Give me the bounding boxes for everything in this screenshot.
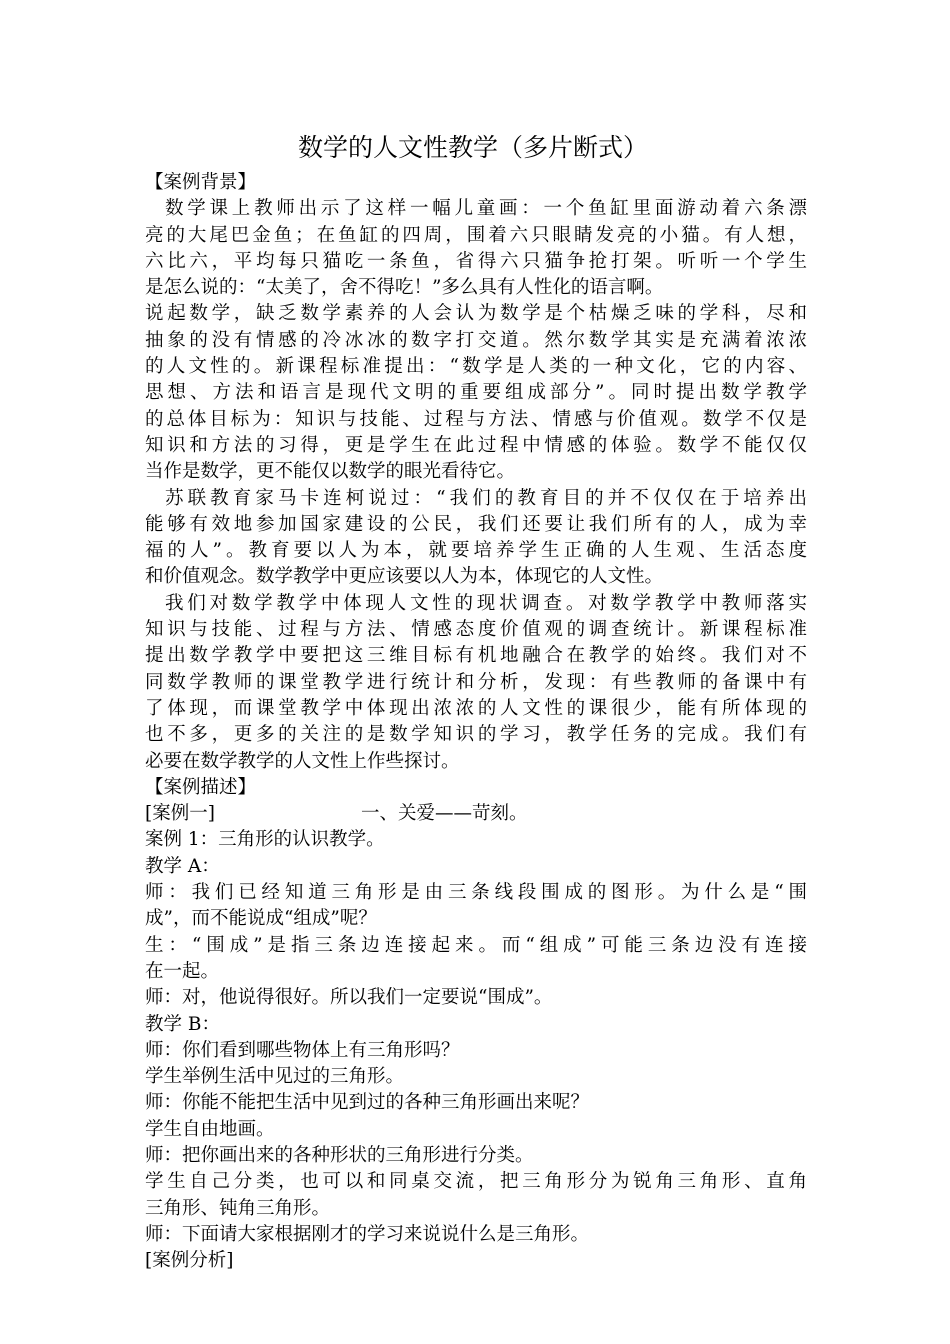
text-line: 和价值观念。数学教学中更应该要以人为本，体现它的人文性。 bbox=[145, 566, 664, 588]
dialogue-line: 生：“围成”是指三条边连接起来。而“组成”可能三条边没有连接 bbox=[145, 934, 807, 956]
text-line: 我们对数学教学中体现人文性的现状调查。对数学教学中教师落实 bbox=[165, 592, 807, 614]
text-line: 了体现，而课堂教学中体现出浓浓的人文性的课很少，能有所体现的 bbox=[145, 697, 807, 719]
dialogue-line: 师：下面请大家根据刚才的学习来说说什么是三角形。 bbox=[145, 1223, 590, 1245]
paragraph-background-2 bbox=[145, 486, 807, 591]
text-line: 数学课上教师出示了这样一幅儿童画：一个鱼缸里面游动着六条漂 bbox=[165, 198, 807, 220]
text-line: 亮的大尾巴金鱼；在鱼缸的四周，围着六只眼睛发亮的小猫。有人想， bbox=[145, 224, 807, 246]
text-line: 思想、方法和语言是现代文明的重要组成部分”。同时提出数学教学 bbox=[145, 382, 807, 404]
text-line: 的总体目标为：知识与技能、过程与方法、情感与价值观。数学不仅是 bbox=[145, 408, 807, 430]
text-line: 六比六，平均每只猫吃一条鱼，省得六只猫争抢打架。听听一个学生 bbox=[145, 250, 807, 272]
dialogue-line: 学生自己分类，也可以和同桌交流，把三角形分为锐角三角形、直角 bbox=[145, 1171, 807, 1193]
text-line: 同数学教师的课堂教学进行统计和分析，发现：有些教师的备课中有 bbox=[145, 671, 807, 693]
case-1-line: 案例 1：三角形的认识教学。 bbox=[145, 829, 385, 851]
dialogue-line: 在一起。 bbox=[145, 960, 220, 982]
dialogue-line: 学生自由地画。 bbox=[145, 1118, 275, 1140]
dialogue-line: 师：我们已经知道三角形是由三条线段围成的图形。为什么是“围 bbox=[145, 882, 807, 904]
text-line: 福的人”。教育要以人为本，就要培养学生正确的人生观、生活态度 bbox=[145, 540, 807, 562]
dialogue-line: 师：你能不能把生活中见到过的各种三角形画出来呢？ bbox=[145, 1092, 590, 1114]
document-title: 数学的人文性教学（多片断式） bbox=[297, 133, 648, 162]
section-heading-description: 【案例描述】 bbox=[145, 776, 257, 798]
teaching-a-label: 教学 A： bbox=[145, 855, 220, 877]
text-line: 抽象的没有情感的冷冰冰的数字打交道。然尔数学其实是充满着浓浓 bbox=[145, 329, 807, 351]
section-heading-background: 【案例背景】 bbox=[145, 172, 257, 193]
text-line: 必要在数学教学的人文性上作些探讨。 bbox=[145, 750, 460, 772]
document-page bbox=[145, 128, 807, 1274]
text-line: 苏联教育家马卡连柯说过：“我们的教育目的并不仅仅在于培养出 bbox=[165, 487, 807, 509]
text-line: 也不多，更多的关注的是数学知识的学习，教学任务的完成。我们有 bbox=[145, 724, 807, 746]
dialogue-line: 师：对，他说得很好。所以我们一定要说“围成”。 bbox=[145, 987, 553, 1009]
paragraph-background-1 bbox=[145, 196, 807, 485]
case-one-title: 一、关爱——苛刻。 bbox=[361, 803, 528, 825]
paragraph-background-3 bbox=[145, 591, 807, 775]
text-line: 提出数学教学中要把这三维目标有机地融合在教学的始终。我们对不 bbox=[145, 645, 807, 667]
text-line: 能够有效地参加国家建设的公民，我们还要让我们所有的人，成为幸 bbox=[145, 513, 807, 535]
section-heading-analysis: [案例分析] bbox=[145, 1250, 234, 1272]
dialogue-line: 学生举例生活中见过的三角形。 bbox=[145, 1066, 405, 1088]
dialogue-line: 师：你们看到哪些物体上有三角形吗？ bbox=[145, 1039, 460, 1061]
dialogue-line: 师：把你画出来的各种形状的三角形进行分类。 bbox=[145, 1144, 534, 1166]
text-line: 说起数学，缺乏数学素养的人会认为数学是个枯燥乏味的学科，尽和 bbox=[145, 303, 807, 325]
text-line: 是怎么说的：“太美了，舍不得吃！”多么具有人性化的语言啊。 bbox=[145, 277, 664, 299]
text-line: 知识和方法的习得，更是学生在此过程中情感的体验。数学不能仅仅 bbox=[145, 434, 807, 456]
text-line: 的人文性的。新课程标准提出：“数学是人类的一种文化，它的内容、 bbox=[145, 356, 807, 378]
dialogue-line: 三角形、钝角三角形。 bbox=[145, 1197, 331, 1219]
case-one-heading bbox=[145, 801, 807, 827]
case-one-label: [案例一] bbox=[145, 803, 215, 825]
dialogue-line: 成”，而不能说成“组成”呢？ bbox=[145, 908, 377, 930]
text-line: 知识与技能、过程与方法、情感态度价值观的调查统计。新课程标准 bbox=[145, 619, 807, 641]
text-line: 当作是数学，更不能仅以数学的眼光看待它。 bbox=[145, 461, 516, 483]
teaching-b-label: 教学 B： bbox=[145, 1013, 220, 1035]
